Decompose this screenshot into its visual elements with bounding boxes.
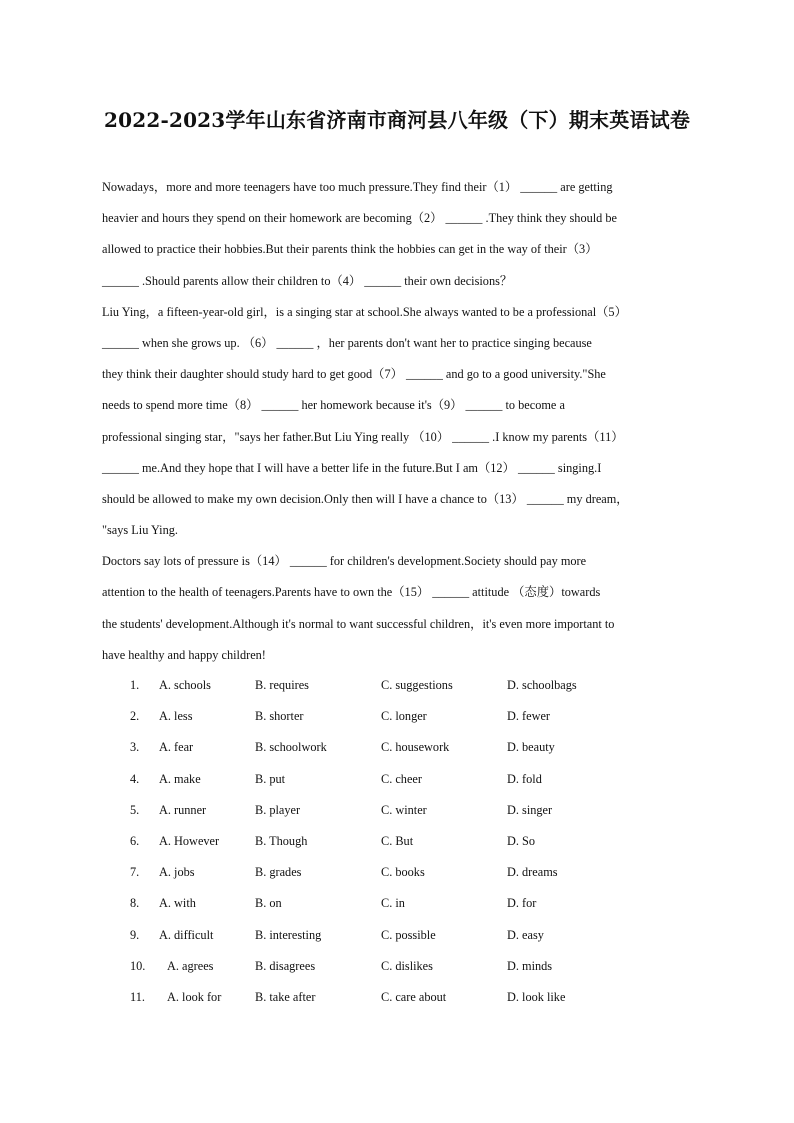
option-b: B. interesting: [255, 927, 322, 942]
question-row: [102, 951, 702, 982]
question-row: [102, 764, 702, 795]
option-c: C. dislikes: [381, 958, 433, 973]
option-d: D. singer: [507, 802, 553, 817]
cloze-passage: [102, 172, 702, 671]
question-row: [102, 826, 702, 857]
option-a: A. fear: [159, 740, 194, 755]
question-number: 1.: [130, 678, 140, 692]
passage-line: attention to the health of teenagers.Parents have to own the（15） ______ attitude （态度）towards: [102, 585, 601, 600]
question-number: 9.: [130, 927, 140, 942]
passage-line: the students' development.Although it's normal to want successful children，it's even more important to: [102, 616, 615, 631]
question-number: 3.: [130, 740, 140, 755]
question-row: [102, 670, 702, 701]
option-a: A. with: [159, 896, 196, 911]
option-d: D. easy: [507, 927, 544, 942]
question-row: [102, 795, 702, 826]
option-a: A. less: [159, 709, 193, 724]
option-c: C. care about: [381, 989, 447, 1004]
option-c: C. possible: [381, 927, 436, 942]
option-b: B. player: [255, 802, 301, 817]
option-c: C. cheer: [381, 771, 422, 786]
option-c: C. in: [381, 896, 405, 911]
option-b: B. on: [255, 896, 282, 911]
page-title: 2022-2023学年山东省济南市商河县八年级（下）期末英语试卷: [103, 108, 691, 132]
passage-line: Liu Ying，a fifteen-year-old girl，is a singing star at school.She always wanted to be a professional（5）: [102, 304, 627, 319]
option-c: C. housework: [381, 740, 450, 755]
option-a: A. look for: [167, 989, 222, 1004]
option-a: A. difficult: [159, 927, 214, 942]
question-row: [102, 982, 702, 1013]
option-b: B. take after: [255, 989, 316, 1004]
question-number: 2.: [130, 709, 140, 724]
question-number: 6.: [130, 833, 140, 848]
question-row: [102, 888, 702, 919]
option-d: D. look like: [507, 989, 566, 1004]
question-row: [102, 920, 702, 951]
question-number: 11.: [130, 989, 145, 1004]
question-number: 10.: [130, 958, 146, 973]
passage-line: ______ .Should parents allow their children to（4） ______ their own decisions？: [102, 273, 513, 288]
passage-line: allowed to practice their hobbies.But their parents think the hobbies can get in the way of their（3）: [102, 242, 598, 257]
option-a: A. agrees: [167, 958, 214, 973]
option-a: A. make: [159, 771, 201, 786]
option-d: D. beauty: [507, 740, 555, 755]
question-number: 8.: [130, 896, 140, 911]
option-c: C. winter: [381, 802, 427, 817]
option-b: B. requires: [255, 678, 309, 692]
question-row: [102, 857, 702, 888]
passage-line: they think their daughter should study hard to get good（7） ______ and go to a good university."She: [102, 367, 606, 382]
passage-line: "says Liu Ying.: [102, 523, 178, 538]
passage-line: ______ me.And they hope that I will have a better life in the future.But I am（12） ______ singing.I: [102, 460, 602, 475]
passage-line: heavier and hours they spend on their homework are becoming（2） ______ .They think they should be: [102, 211, 617, 226]
passage-line: professional singing star，"says her father.But Liu Ying really （10） ______ .I know my parents（11）: [102, 429, 624, 444]
passage-line: ______ when she grows up. （6） ______ ，her parents don't want her to practice singing because: [102, 335, 592, 350]
option-a: A. However: [159, 833, 220, 848]
option-d: D. schoolbags: [507, 678, 577, 692]
option-c: C. books: [381, 865, 425, 880]
question-row: [102, 732, 702, 763]
option-d: D. minds: [507, 958, 553, 973]
option-b: B. Though: [255, 833, 308, 848]
passage-line: should be allowed to make my own decision.Only then will I have a chance to（13） ______ my dream，: [102, 491, 629, 506]
option-b: B. grades: [255, 865, 302, 880]
option-b: B. shorter: [255, 709, 304, 724]
passage-line: needs to spend more time（8） ______ her homework because it's（9） ______ to become a: [102, 398, 565, 413]
option-a: A. schools: [159, 678, 211, 692]
option-a: A. jobs: [159, 865, 195, 880]
option-c: C. But: [381, 833, 414, 848]
option-d: D. for: [507, 896, 537, 911]
option-d: D. fold: [507, 771, 542, 786]
question-number: 4.: [130, 771, 140, 786]
question-number: 5.: [130, 802, 140, 817]
option-a: A. runner: [159, 802, 207, 817]
passage-line: Doctors say lots of pressure is（14） ______ for children's development.Society should pay more: [102, 554, 587, 569]
option-c: C. suggestions: [381, 678, 453, 692]
question-options-list: [102, 670, 702, 1013]
option-c: C. longer: [381, 709, 427, 724]
option-b: B. disagrees: [255, 958, 316, 973]
passage-line: Nowadays，more and more teenagers have too much pressure.They find their（1） ______ are getting: [102, 180, 613, 194]
option-d: D. dreams: [507, 865, 558, 880]
option-b: B. schoolwork: [255, 740, 327, 755]
question-number: 7.: [130, 865, 140, 880]
option-d: D. fewer: [507, 709, 551, 724]
option-b: B. put: [255, 771, 286, 786]
question-row: [102, 701, 702, 732]
passage-line: have healthy and happy children!: [102, 647, 266, 662]
option-d: D. So: [507, 833, 536, 848]
